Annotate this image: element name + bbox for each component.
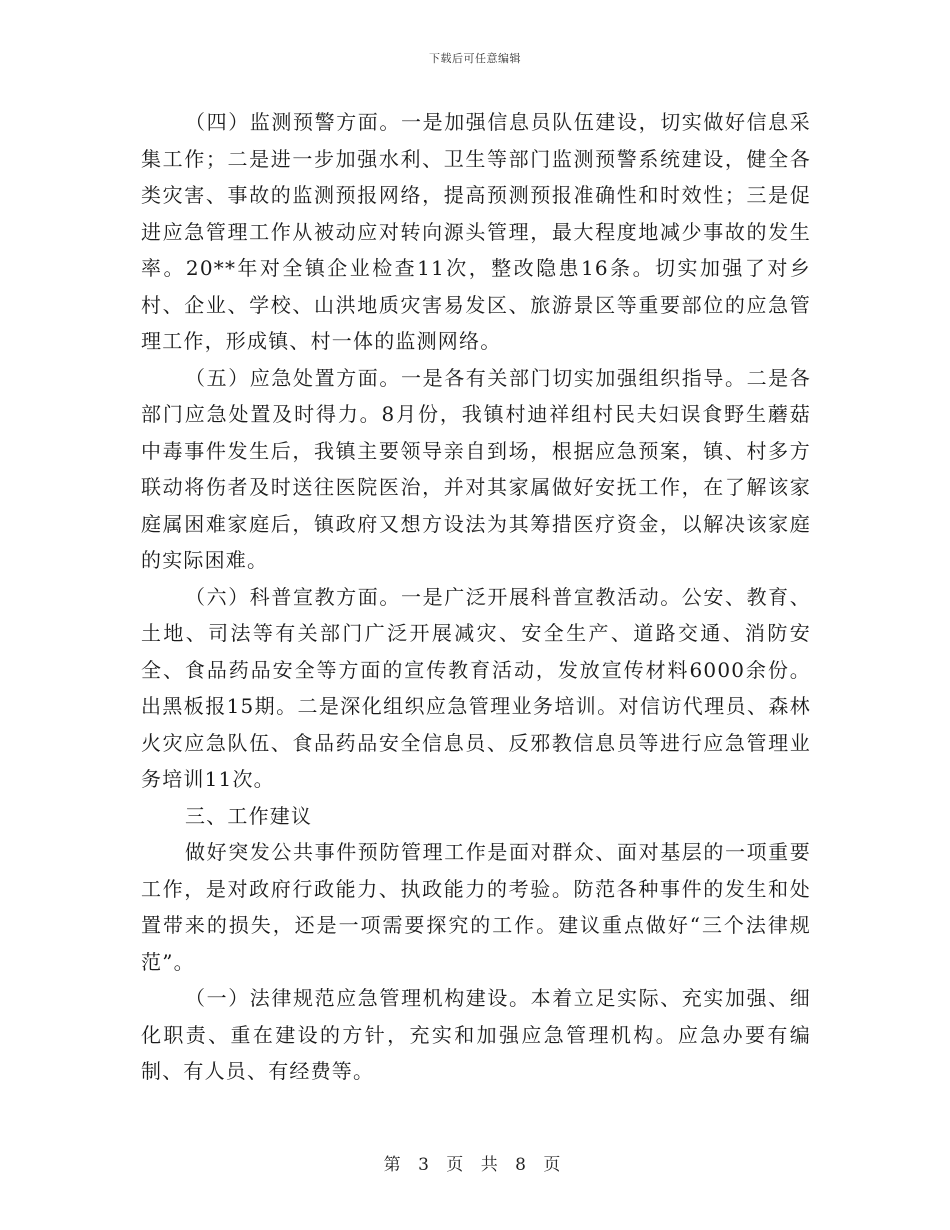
paragraph-suggestions-intro: 做好突发公共事件预防管理工作是面对群众、面对基层的一项重要工作，是对政府行政能力、执政能力的考验。防范各种事件的发生和处置带来的损失，还是一项需要探究的工作。建议重点做好“三个法律规范”。 <box>141 840 811 974</box>
paragraph-monitoring-warning: （四）监测预警方面。一是加强信息员队伍建设，切实做好信息采集工作；二是进一步加强水利、卫生等部门监测预警系统建设，健全各类灾害、事故的监测预报网络，提高预测预报准确性和时效性；三是促进应急管理工作从被动应对转向源头管理，最大程度地减少事故的发生率。20**年对全镇企业检查11次，整改隐患16条。切实加强了对乡村、企业、学校、山洪地质灾害易发区、旅游景区等重要部位的应急管理工作，形成镇、村一体的监测网络。 <box>141 110 811 353</box>
page-header: 下载后可任意编辑 <box>429 52 521 65</box>
paragraph-emergency-response: （五）应急处置方面。一是各有关部门切实加强组织指导。二是各部门应急处置及时得力。8月份，我镇村迪祥组村民夫妇误食野生蘑菇中毒事件发生后，我镇主要领导亲自到场，根据应急预案，镇、村多方联动将伤者及时送往医院医治，并对其家属做好安抚工作，在了解该家庭属困难家庭后，镇政府又想方设法为其筹措医疗资金，以解决该家庭的实际困难。 <box>141 365 811 572</box>
document-body <box>141 104 811 1090</box>
paragraph-science-education: （六）科普宣教方面。一是广泛开展科普宣教活动。公安、教育、土地、司法等有关部门广泛开展减灾、安全生产、道路交通、消防安全、食品药品安全等方面的宣传教育活动，发放宣传材料6000余份。出黑板报15期。二是深化组织应急管理业务培训。对信访代理员、森林火灾应急队伍、食品药品安全信息员、反邪教信息员等进行应急管理业务培训11次。 <box>141 584 811 791</box>
section-heading-work-suggestions: 三、工作建议 <box>185 803 313 828</box>
page-number-footer: 第 3 页 共 8 页 <box>383 1155 567 1175</box>
paragraph-legal-institution: （一）法律规范应急管理机构建设。本着立足实际、充实加强、细化职责、重在建设的方针，充实和加强应急管理机构。应急办要有编制、有人员、有经费等。 <box>141 986 811 1083</box>
